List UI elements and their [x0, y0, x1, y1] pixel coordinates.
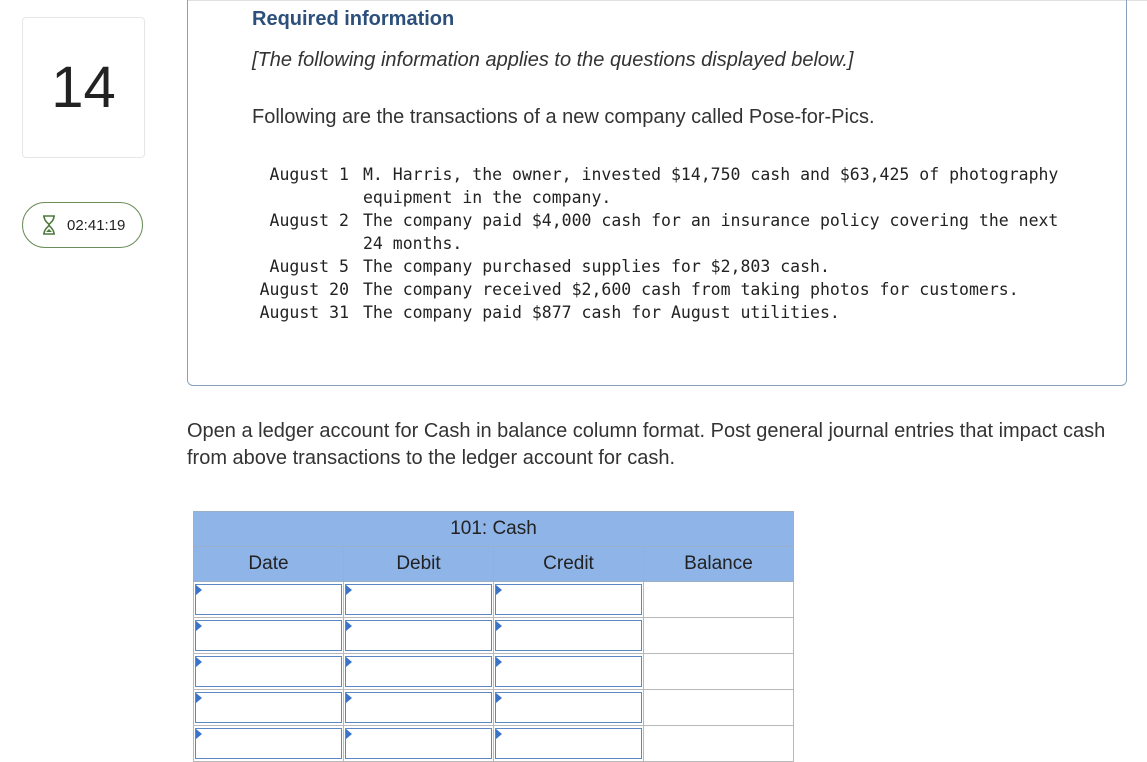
cash-ledger-table	[193, 511, 794, 762]
debit-cell[interactable]	[344, 582, 494, 618]
ledger-title: 101: Cash	[194, 512, 794, 547]
date-cell[interactable]	[194, 618, 344, 654]
info-intro: Following are the transactions of a new company called Pose-for-Pics.	[252, 106, 875, 128]
transaction-text: The company purchased supplies for $2,803 cash.	[363, 257, 830, 276]
timer[interactable]	[22, 202, 143, 248]
debit-cell[interactable]	[344, 726, 494, 762]
credit-cell[interactable]	[494, 690, 644, 726]
ledger-row	[194, 654, 794, 690]
credit-input[interactable]	[495, 584, 642, 615]
hourglass-icon	[41, 215, 57, 235]
balance-cell	[644, 726, 794, 762]
header-credit: Credit	[494, 547, 644, 582]
credit-cell[interactable]	[494, 618, 644, 654]
date-cell[interactable]	[194, 726, 344, 762]
ledger-row	[194, 618, 794, 654]
date-input[interactable]	[195, 692, 342, 723]
question-text: Open a ledger account for Cash in balance column format. Post general journal entries that impact cash from above transactions to the ledger account for cash.	[187, 420, 1106, 469]
info-note: [The following information applies to the questions displayed below.]	[252, 49, 854, 71]
date-input[interactable]	[195, 728, 342, 759]
balance-cell	[644, 654, 794, 690]
transaction-text: The company paid $877 cash for August utilities.	[363, 303, 840, 322]
header-date: Date	[194, 547, 344, 582]
timer-value: 02:41:19	[67, 216, 126, 234]
transaction-text: The company received $2,600 cash from taking photos for customers.	[363, 280, 1019, 299]
debit-cell[interactable]	[344, 618, 494, 654]
credit-cell[interactable]	[494, 582, 644, 618]
credit-input[interactable]	[495, 656, 642, 687]
debit-input[interactable]	[345, 692, 492, 723]
date-input[interactable]	[195, 584, 342, 615]
header-balance: Balance	[644, 547, 794, 582]
date-input[interactable]	[195, 620, 342, 651]
balance-cell	[644, 618, 794, 654]
date-input[interactable]	[195, 656, 342, 687]
transaction-date: August 5	[269, 257, 349, 276]
transactions-list	[252, 163, 1063, 324]
question-number: 14	[22, 17, 145, 158]
transaction-text: M. Harris, the owner, invested $14,750 cash and $63,425 of photography equipment in the company.	[363, 165, 1059, 207]
debit-input[interactable]	[345, 584, 492, 615]
credit-cell[interactable]	[494, 654, 644, 690]
date-cell[interactable]	[194, 654, 344, 690]
debit-input[interactable]	[345, 656, 492, 687]
transaction-row	[252, 209, 1063, 255]
transaction-row	[252, 278, 1063, 301]
credit-input[interactable]	[495, 692, 642, 723]
credit-input[interactable]	[495, 620, 642, 651]
credit-input[interactable]	[495, 728, 642, 759]
transaction-row	[252, 255, 1063, 278]
balance-cell	[644, 582, 794, 618]
date-cell[interactable]	[194, 690, 344, 726]
transaction-text: The company paid $4,000 cash for an insurance policy covering the next 24 months.	[363, 211, 1059, 253]
transaction-date: August 31	[259, 303, 349, 322]
debit-cell[interactable]	[344, 654, 494, 690]
transaction-date: August 2	[269, 211, 349, 230]
credit-cell[interactable]	[494, 726, 644, 762]
debit-input[interactable]	[345, 728, 492, 759]
transaction-date: August 20	[259, 280, 349, 299]
transaction-date: August 1	[269, 165, 349, 184]
required-information-panel	[187, 0, 1127, 386]
transaction-row	[252, 163, 1063, 209]
ledger-row	[194, 582, 794, 618]
ledger-row	[194, 726, 794, 762]
header-debit: Debit	[344, 547, 494, 582]
debit-input[interactable]	[345, 620, 492, 651]
date-cell[interactable]	[194, 582, 344, 618]
ledger-row	[194, 690, 794, 726]
balance-cell	[644, 690, 794, 726]
transaction-row	[252, 301, 1063, 324]
required-info-title: Required information	[252, 8, 455, 30]
debit-cell[interactable]	[344, 690, 494, 726]
